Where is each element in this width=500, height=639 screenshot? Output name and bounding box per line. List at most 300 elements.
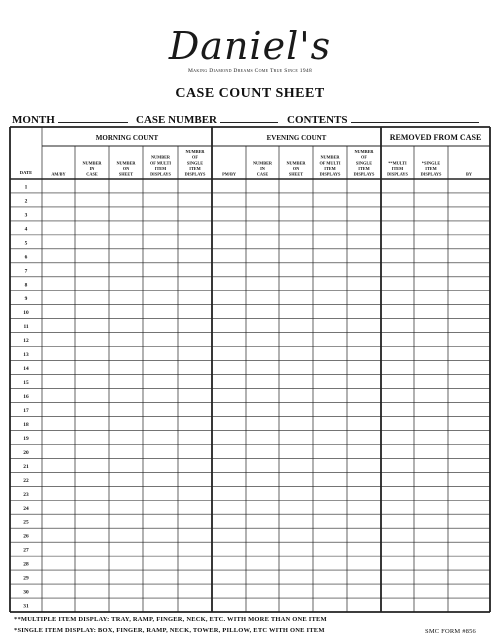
entry-cell[interactable] [144,487,178,500]
entry-cell[interactable] [280,291,313,304]
entry-cell[interactable] [280,263,313,276]
entry-cell[interactable] [348,249,381,262]
entry-cell[interactable] [449,347,490,360]
entry-cell[interactable] [43,207,75,220]
entry-cell[interactable] [110,487,143,500]
entry-cell[interactable] [144,319,178,332]
entry-cell[interactable] [348,487,381,500]
entry-cell[interactable] [449,193,490,206]
entry-cell[interactable] [144,529,178,542]
entry-cell[interactable] [247,193,279,206]
entry-cell[interactable] [144,515,178,528]
entry-cell[interactable] [382,319,414,332]
entry-cell[interactable] [280,557,313,570]
entry-cell[interactable] [213,557,246,570]
entry-cell[interactable] [314,445,347,458]
entry-cell[interactable] [43,319,75,332]
entry-cell[interactable] [280,389,313,402]
entry-cell[interactable] [110,333,143,346]
entry-cell[interactable] [110,459,143,472]
entry-cell[interactable] [449,585,490,598]
entry-cell[interactable] [110,305,143,318]
entry-cell[interactable] [179,557,212,570]
entry-cell[interactable] [43,180,75,193]
entry-cell[interactable] [415,487,448,500]
entry-cell[interactable] [43,487,75,500]
entry-cell[interactable] [382,515,414,528]
entry-cell[interactable] [314,501,347,514]
entry-cell[interactable] [179,375,212,388]
entry-cell[interactable] [314,403,347,416]
entry-cell[interactable] [449,515,490,528]
entry-cell[interactable] [348,263,381,276]
entry-cell[interactable] [415,389,448,402]
entry-cell[interactable] [76,599,109,612]
entry-cell[interactable] [314,375,347,388]
entry-cell[interactable] [144,207,178,220]
entry-cell[interactable] [247,599,279,612]
entry-cell[interactable] [348,585,381,598]
entry-cell[interactable] [382,557,414,570]
entry-cell[interactable] [415,571,448,584]
entry-cell[interactable] [382,543,414,556]
entry-cell[interactable] [314,487,347,500]
entry-cell[interactable] [110,417,143,430]
entry-cell[interactable] [110,529,143,542]
entry-cell[interactable] [213,445,246,458]
entry-cell[interactable] [144,501,178,514]
entry-cell[interactable] [314,599,347,612]
entry-cell[interactable] [382,221,414,234]
entry-cell[interactable] [415,501,448,514]
entry-cell[interactable] [280,585,313,598]
entry-cell[interactable] [348,403,381,416]
entry-cell[interactable] [179,431,212,444]
entry-cell[interactable] [247,277,279,290]
entry-cell[interactable] [348,347,381,360]
entry-cell[interactable] [449,487,490,500]
entry-cell[interactable] [449,557,490,570]
entry-cell[interactable] [415,473,448,486]
entry-cell[interactable] [449,571,490,584]
entry-cell[interactable] [382,249,414,262]
entry-cell[interactable] [449,291,490,304]
entry-cell[interactable] [280,599,313,612]
entry-cell[interactable] [314,543,347,556]
entry-cell[interactable] [314,333,347,346]
entry-cell[interactable] [179,403,212,416]
entry-cell[interactable] [247,221,279,234]
entry-cell[interactable] [314,347,347,360]
entry-cell[interactable] [43,459,75,472]
entry-cell[interactable] [348,277,381,290]
entry-cell[interactable] [76,515,109,528]
entry-cell[interactable] [43,599,75,612]
entry-cell[interactable] [76,361,109,374]
entry-cell[interactable] [382,431,414,444]
entry-cell[interactable] [280,431,313,444]
entry-cell[interactable] [179,361,212,374]
entry-cell[interactable] [382,361,414,374]
entry-cell[interactable] [382,263,414,276]
entry-cell[interactable] [449,501,490,514]
entry-cell[interactable] [76,277,109,290]
entry-cell[interactable] [280,333,313,346]
entry-cell[interactable] [415,291,448,304]
entry-cell[interactable] [280,235,313,248]
entry-cell[interactable] [382,459,414,472]
entry-cell[interactable] [179,333,212,346]
entry-cell[interactable] [415,585,448,598]
entry-cell[interactable] [213,599,246,612]
entry-cell[interactable] [179,487,212,500]
entry-cell[interactable] [415,319,448,332]
entry-cell[interactable] [110,515,143,528]
entry-cell[interactable] [314,389,347,402]
entry-cell[interactable] [247,180,279,193]
entry-cell[interactable] [415,557,448,570]
entry-cell[interactable] [247,403,279,416]
entry-cell[interactable] [382,585,414,598]
entry-cell[interactable] [179,263,212,276]
entry-cell[interactable] [314,473,347,486]
entry-cell[interactable] [76,305,109,318]
entry-cell[interactable] [247,375,279,388]
entry-cell[interactable] [179,543,212,556]
entry-cell[interactable] [144,543,178,556]
entry-cell[interactable] [449,459,490,472]
entry-cell[interactable] [449,403,490,416]
entry-cell[interactable] [415,235,448,248]
entry-cell[interactable] [110,319,143,332]
entry-cell[interactable] [314,235,347,248]
entry-cell[interactable] [449,249,490,262]
entry-cell[interactable] [179,571,212,584]
entry-cell[interactable] [247,305,279,318]
entry-cell[interactable] [348,361,381,374]
entry-cell[interactable] [144,557,178,570]
entry-cell[interactable] [144,389,178,402]
entry-cell[interactable] [314,361,347,374]
entry-cell[interactable] [415,361,448,374]
entry-cell[interactable] [314,277,347,290]
entry-cell[interactable] [348,235,381,248]
entry-cell[interactable] [144,305,178,318]
entry-cell[interactable] [43,501,75,514]
entry-cell[interactable] [449,375,490,388]
entry-cell[interactable] [213,403,246,416]
entry-cell[interactable] [43,249,75,262]
entry-cell[interactable] [314,431,347,444]
entry-cell[interactable] [179,445,212,458]
entry-cell[interactable] [348,557,381,570]
entry-cell[interactable] [280,319,313,332]
entry-cell[interactable] [314,305,347,318]
entry-cell[interactable] [213,585,246,598]
entry-cell[interactable] [314,221,347,234]
entry-cell[interactable] [280,459,313,472]
entry-cell[interactable] [144,599,178,612]
entry-cell[interactable] [280,221,313,234]
entry-cell[interactable] [43,375,75,388]
entry-cell[interactable] [110,543,143,556]
entry-cell[interactable] [43,445,75,458]
entry-cell[interactable] [314,557,347,570]
entry-cell[interactable] [213,221,246,234]
entry-cell[interactable] [213,459,246,472]
entry-cell[interactable] [247,515,279,528]
entry-cell[interactable] [247,543,279,556]
entry-cell[interactable] [144,235,178,248]
entry-cell[interactable] [449,221,490,234]
entry-cell[interactable] [314,319,347,332]
entry-cell[interactable] [280,571,313,584]
entry-cell[interactable] [247,571,279,584]
entry-cell[interactable] [449,305,490,318]
entry-cell[interactable] [110,291,143,304]
entry-cell[interactable] [213,417,246,430]
entry-cell[interactable] [247,291,279,304]
entry-cell[interactable] [280,375,313,388]
entry-cell[interactable] [76,263,109,276]
entry-cell[interactable] [415,417,448,430]
entry-cell[interactable] [110,180,143,193]
entry-cell[interactable] [280,193,313,206]
entry-cell[interactable] [280,347,313,360]
entry-cell[interactable] [382,599,414,612]
entry-cell[interactable] [382,333,414,346]
entry-cell[interactable] [415,529,448,542]
entry-cell[interactable] [415,599,448,612]
entry-cell[interactable] [348,207,381,220]
entry-cell[interactable] [415,249,448,262]
entry-cell[interactable] [314,529,347,542]
entry-cell[interactable] [110,235,143,248]
entry-cell[interactable] [76,501,109,514]
entry-cell[interactable] [449,417,490,430]
entry-cell[interactable] [314,515,347,528]
entry-cell[interactable] [280,473,313,486]
entry-cell[interactable] [382,235,414,248]
entry-cell[interactable] [213,529,246,542]
entry-cell[interactable] [76,487,109,500]
entry-cell[interactable] [110,361,143,374]
entry-cell[interactable] [213,291,246,304]
entry-cell[interactable] [382,501,414,514]
entry-cell[interactable] [179,459,212,472]
entry-cell[interactable] [43,403,75,416]
entry-cell[interactable] [43,473,75,486]
entry-cell[interactable] [415,459,448,472]
entry-cell[interactable] [314,417,347,430]
entry-cell[interactable] [110,557,143,570]
entry-cell[interactable] [382,473,414,486]
entry-cell[interactable] [213,473,246,486]
entry-cell[interactable] [449,180,490,193]
entry-cell[interactable] [179,417,212,430]
entry-cell[interactable] [179,207,212,220]
entry-cell[interactable] [415,263,448,276]
entry-cell[interactable] [348,529,381,542]
entry-cell[interactable] [247,445,279,458]
entry-cell[interactable] [76,459,109,472]
entry-cell[interactable] [43,557,75,570]
entry-cell[interactable] [213,431,246,444]
entry-cell[interactable] [110,263,143,276]
entry-cell[interactable] [110,193,143,206]
entry-cell[interactable] [179,585,212,598]
entry-cell[interactable] [348,180,381,193]
entry-cell[interactable] [348,501,381,514]
entry-cell[interactable] [280,207,313,220]
entry-cell[interactable] [213,305,246,318]
entry-cell[interactable] [110,249,143,262]
entry-cell[interactable] [280,305,313,318]
entry-cell[interactable] [76,333,109,346]
entry-cell[interactable] [110,277,143,290]
entry-cell[interactable] [179,529,212,542]
entry-cell[interactable] [144,403,178,416]
entry-cell[interactable] [213,487,246,500]
entry-cell[interactable] [43,431,75,444]
entry-cell[interactable] [247,319,279,332]
entry-cell[interactable] [43,417,75,430]
entry-cell[interactable] [280,515,313,528]
entry-cell[interactable] [247,473,279,486]
entry-cell[interactable] [110,375,143,388]
entry-cell[interactable] [280,361,313,374]
entry-cell[interactable] [314,180,347,193]
entry-cell[interactable] [247,501,279,514]
entry-cell[interactable] [449,599,490,612]
entry-cell[interactable] [76,347,109,360]
entry-cell[interactable] [415,431,448,444]
entry-cell[interactable] [179,180,212,193]
entry-cell[interactable] [382,571,414,584]
entry-cell[interactable] [348,417,381,430]
entry-cell[interactable] [110,501,143,514]
entry-cell[interactable] [348,473,381,486]
entry-cell[interactable] [76,235,109,248]
entry-cell[interactable] [382,375,414,388]
entry-cell[interactable] [110,473,143,486]
entry-cell[interactable] [76,249,109,262]
entry-cell[interactable] [247,263,279,276]
entry-cell[interactable] [247,529,279,542]
entry-cell[interactable] [110,431,143,444]
entry-cell[interactable] [348,305,381,318]
entry-cell[interactable] [280,501,313,514]
entry-cell[interactable] [43,543,75,556]
entry-cell[interactable] [110,445,143,458]
entry-cell[interactable] [382,180,414,193]
entry-cell[interactable] [144,180,178,193]
entry-cell[interactable] [348,445,381,458]
entry-cell[interactable] [110,571,143,584]
entry-cell[interactable] [415,347,448,360]
entry-cell[interactable] [449,277,490,290]
entry-cell[interactable] [179,221,212,234]
entry-cell[interactable] [415,207,448,220]
entry-cell[interactable] [415,305,448,318]
entry-cell[interactable] [76,473,109,486]
entry-cell[interactable] [348,221,381,234]
entry-cell[interactable] [348,459,381,472]
entry-cell[interactable] [110,347,143,360]
entry-cell[interactable] [179,277,212,290]
entry-cell[interactable] [179,347,212,360]
entry-cell[interactable] [179,319,212,332]
entry-cell[interactable] [213,235,246,248]
entry-cell[interactable] [314,263,347,276]
entry-cell[interactable] [213,501,246,514]
entry-cell[interactable] [415,193,448,206]
entry-cell[interactable] [415,277,448,290]
entry-cell[interactable] [348,599,381,612]
entry-cell[interactable] [280,180,313,193]
entry-cell[interactable] [43,221,75,234]
entry-cell[interactable] [382,305,414,318]
entry-cell[interactable] [179,473,212,486]
entry-cell[interactable] [415,221,448,234]
entry-cell[interactable] [382,487,414,500]
entry-cell[interactable] [213,333,246,346]
entry-cell[interactable] [179,501,212,514]
entry-cell[interactable] [213,389,246,402]
entry-cell[interactable] [280,249,313,262]
entry-cell[interactable] [449,207,490,220]
entry-cell[interactable] [382,277,414,290]
entry-cell[interactable] [348,193,381,206]
entry-cell[interactable] [382,403,414,416]
entry-cell[interactable] [415,543,448,556]
entry-cell[interactable] [110,221,143,234]
entry-cell[interactable] [213,263,246,276]
entry-cell[interactable] [43,193,75,206]
entry-cell[interactable] [144,291,178,304]
entry-cell[interactable] [314,459,347,472]
entry-cell[interactable] [280,403,313,416]
entry-cell[interactable] [449,235,490,248]
entry-cell[interactable] [144,375,178,388]
entry-cell[interactable] [76,389,109,402]
entry-cell[interactable] [280,529,313,542]
entry-cell[interactable] [247,417,279,430]
entry-cell[interactable] [348,291,381,304]
entry-cell[interactable] [213,180,246,193]
entry-cell[interactable] [43,305,75,318]
entry-cell[interactable] [110,207,143,220]
entry-cell[interactable] [280,277,313,290]
entry-cell[interactable] [76,403,109,416]
entry-cell[interactable] [314,207,347,220]
entry-cell[interactable] [382,529,414,542]
entry-cell[interactable] [247,585,279,598]
entry-cell[interactable] [415,445,448,458]
entry-cell[interactable] [144,221,178,234]
entry-cell[interactable] [449,431,490,444]
entry-cell[interactable] [110,585,143,598]
entry-cell[interactable] [280,417,313,430]
entry-cell[interactable] [179,249,212,262]
entry-cell[interactable] [247,487,279,500]
entry-cell[interactable] [144,431,178,444]
entry-cell[interactable] [43,291,75,304]
entry-cell[interactable] [348,543,381,556]
entry-cell[interactable] [144,347,178,360]
entry-cell[interactable] [348,431,381,444]
entry-cell[interactable] [449,529,490,542]
